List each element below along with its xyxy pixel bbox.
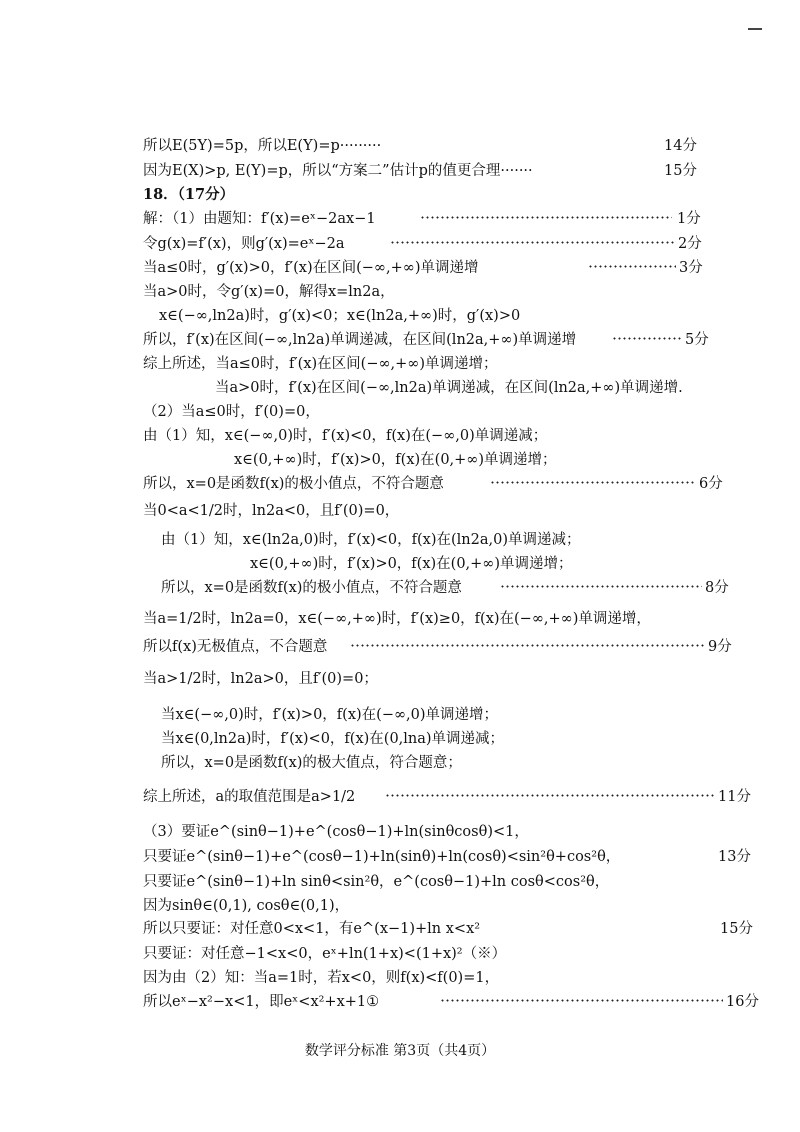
page-footer: 数学评分标准 第3页（共4页） — [304, 1043, 496, 1059]
line-score: 8分 — [705, 580, 729, 596]
text-line — [0, 664, 800, 694]
text-line — [0, 469, 800, 499]
dot-leader — [490, 481, 695, 484]
line-score: 16分 — [726, 994, 759, 1010]
text-line — [0, 748, 800, 778]
line-text: 综上所述，a的取值范围是a>1/2 — [143, 789, 356, 805]
line-score: 14分 — [664, 138, 697, 154]
dot-leader — [500, 585, 702, 588]
line-text: 令g(x)=f′(x)，则g′(x)=eˣ−2a — [143, 236, 345, 252]
line-text: （3）要证e^(sinθ−1)+e^(cosθ−1)+ln(sinθcosθ)<1， — [143, 824, 529, 840]
line-text: 当x∈(−∞,0)时，f′(x)>0，f(x)在(−∞,0)单调递增； — [161, 707, 499, 723]
line-text: 因为E(X)>p, E(Y)=p，所以“方案二”估计p的值更合理······· — [143, 163, 533, 179]
line-score: 13分 — [718, 849, 751, 865]
line-text: 所以eˣ−x²−x<1，即eˣ<x²+x+1① — [143, 994, 380, 1010]
dot-leader — [440, 999, 723, 1002]
line-text: 所以只要证：对任意0<x<1，有e^(x−1)+ln x<x² — [143, 921, 481, 937]
line-text: 当a>1/2时，ln2a>0，且f′(0)=0； — [143, 671, 378, 687]
line-text: 所以，x=0是函数f(x)的极小值点，不符合题意 — [161, 580, 462, 596]
line-score: 15分 — [720, 921, 753, 937]
dot-leader — [612, 337, 682, 340]
line-text: x∈(0,+∞)时，f′(x)>0，f(x)在(0,+∞)单调递增； — [234, 452, 557, 468]
text-line — [0, 987, 800, 1017]
line-text: 所以，f′(x)在区间(−∞,ln2a)单调递减，在区间(ln2a,+∞)单调递增 — [143, 332, 577, 348]
line-score: 9分 — [708, 639, 732, 655]
line-text: x∈(0,+∞)时，f′(x)>0，f(x)在(0,+∞)单调递增； — [250, 556, 573, 572]
dot-leader — [390, 241, 675, 244]
line-text: 当a>0时，令g′(x)=0，解得x=ln2a， — [143, 284, 395, 300]
line-text: 只要证：对任意−1<x<0，eˣ+ln(1+x)<(1+x)²（※） — [143, 946, 507, 962]
question-heading: 18．（17分） — [143, 186, 235, 203]
line-text: 当0<a<1/2时，ln2a<0，且f′(0)=0， — [143, 503, 400, 519]
line-text: 因为sinθ∈(0,1), cosθ∈(0,1)， — [143, 898, 350, 914]
line-text: （2）当a≤0时，f′(0)=0， — [143, 404, 320, 420]
line-text: 当a=1/2时，ln2a=0，x∈(−∞,+∞)时，f′(x)≥0，f(x)在(−∞,+∞)单调递增， — [143, 611, 651, 627]
line-text: 所以，x=0是函数f(x)的极小值点，不符合题意 — [143, 476, 444, 492]
line-text: 当a>0时，f′(x)在区间(−∞,ln2a)单调递减，在区间(ln2a,+∞)单调递增. — [215, 380, 683, 396]
text-line — [0, 632, 800, 662]
line-score: 1分 — [677, 211, 701, 227]
line-text: 只要证e^(sinθ−1)+ln sinθ<sin²θ，e^(cosθ−1)+ln cosθ<cos²θ， — [143, 874, 610, 890]
text-line — [0, 573, 800, 603]
line-text: x∈(−∞,ln2a)时，g′(x)<0；x∈(ln2a,+∞)时，g′(x)>0 — [159, 308, 521, 324]
line-score: 2分 — [678, 236, 702, 252]
line-score: 15分 — [664, 163, 697, 179]
line-text: 当a≤0时，g′(x)>0，f′(x)在区间(−∞,+∞)单调递增 — [143, 260, 479, 276]
line-text: 因为由（2）知：当a=1时，若x<0，则f(x)<f(0)=1， — [143, 970, 500, 986]
line-text: 解：（1）由题知：f′(x)=eˣ−2ax−1 — [143, 211, 376, 227]
dot-leader — [350, 644, 705, 647]
text-line — [0, 604, 800, 634]
line-score: 5分 — [685, 332, 709, 348]
dot-leader — [385, 794, 715, 797]
line-text: 所以E(5Y)=5p，所以E(Y)=p········· — [143, 138, 382, 154]
line-score: 11分 — [718, 789, 751, 805]
line-text: 当x∈(0,ln2a)时，f′(x)<0，f(x)在(0,lna)单调递减； — [161, 731, 505, 747]
line-text: 由（1）知，x∈(ln2a,0)时，f′(x)<0，f(x)在(ln2a,0)单调递减； — [161, 532, 581, 548]
line-score: 6分 — [699, 476, 723, 492]
corner-mark — [748, 28, 762, 30]
dot-leader — [420, 216, 672, 219]
line-text: 只要证e^(sinθ−1)+e^(cosθ−1)+ln(sinθ)+ln(cosθ)<sin²θ+cos²θ， — [143, 849, 621, 865]
dot-leader — [588, 265, 676, 268]
line-score: 3分 — [679, 260, 703, 276]
line-text: 所以，x=0是函数f(x)的极大值点，符合题意； — [161, 755, 462, 771]
text-line — [0, 496, 800, 526]
text-line — [0, 782, 800, 812]
line-text: 由（1）知，x∈(−∞,0)时，f′(x)<0，f(x)在(−∞,0)单调递减； — [143, 428, 548, 444]
line-text: 综上所述，当a≤0时，f′(x)在区间(−∞,+∞)单调递增； — [143, 356, 498, 372]
line-text: 所以f(x)无极值点，不合题意 — [143, 639, 328, 655]
